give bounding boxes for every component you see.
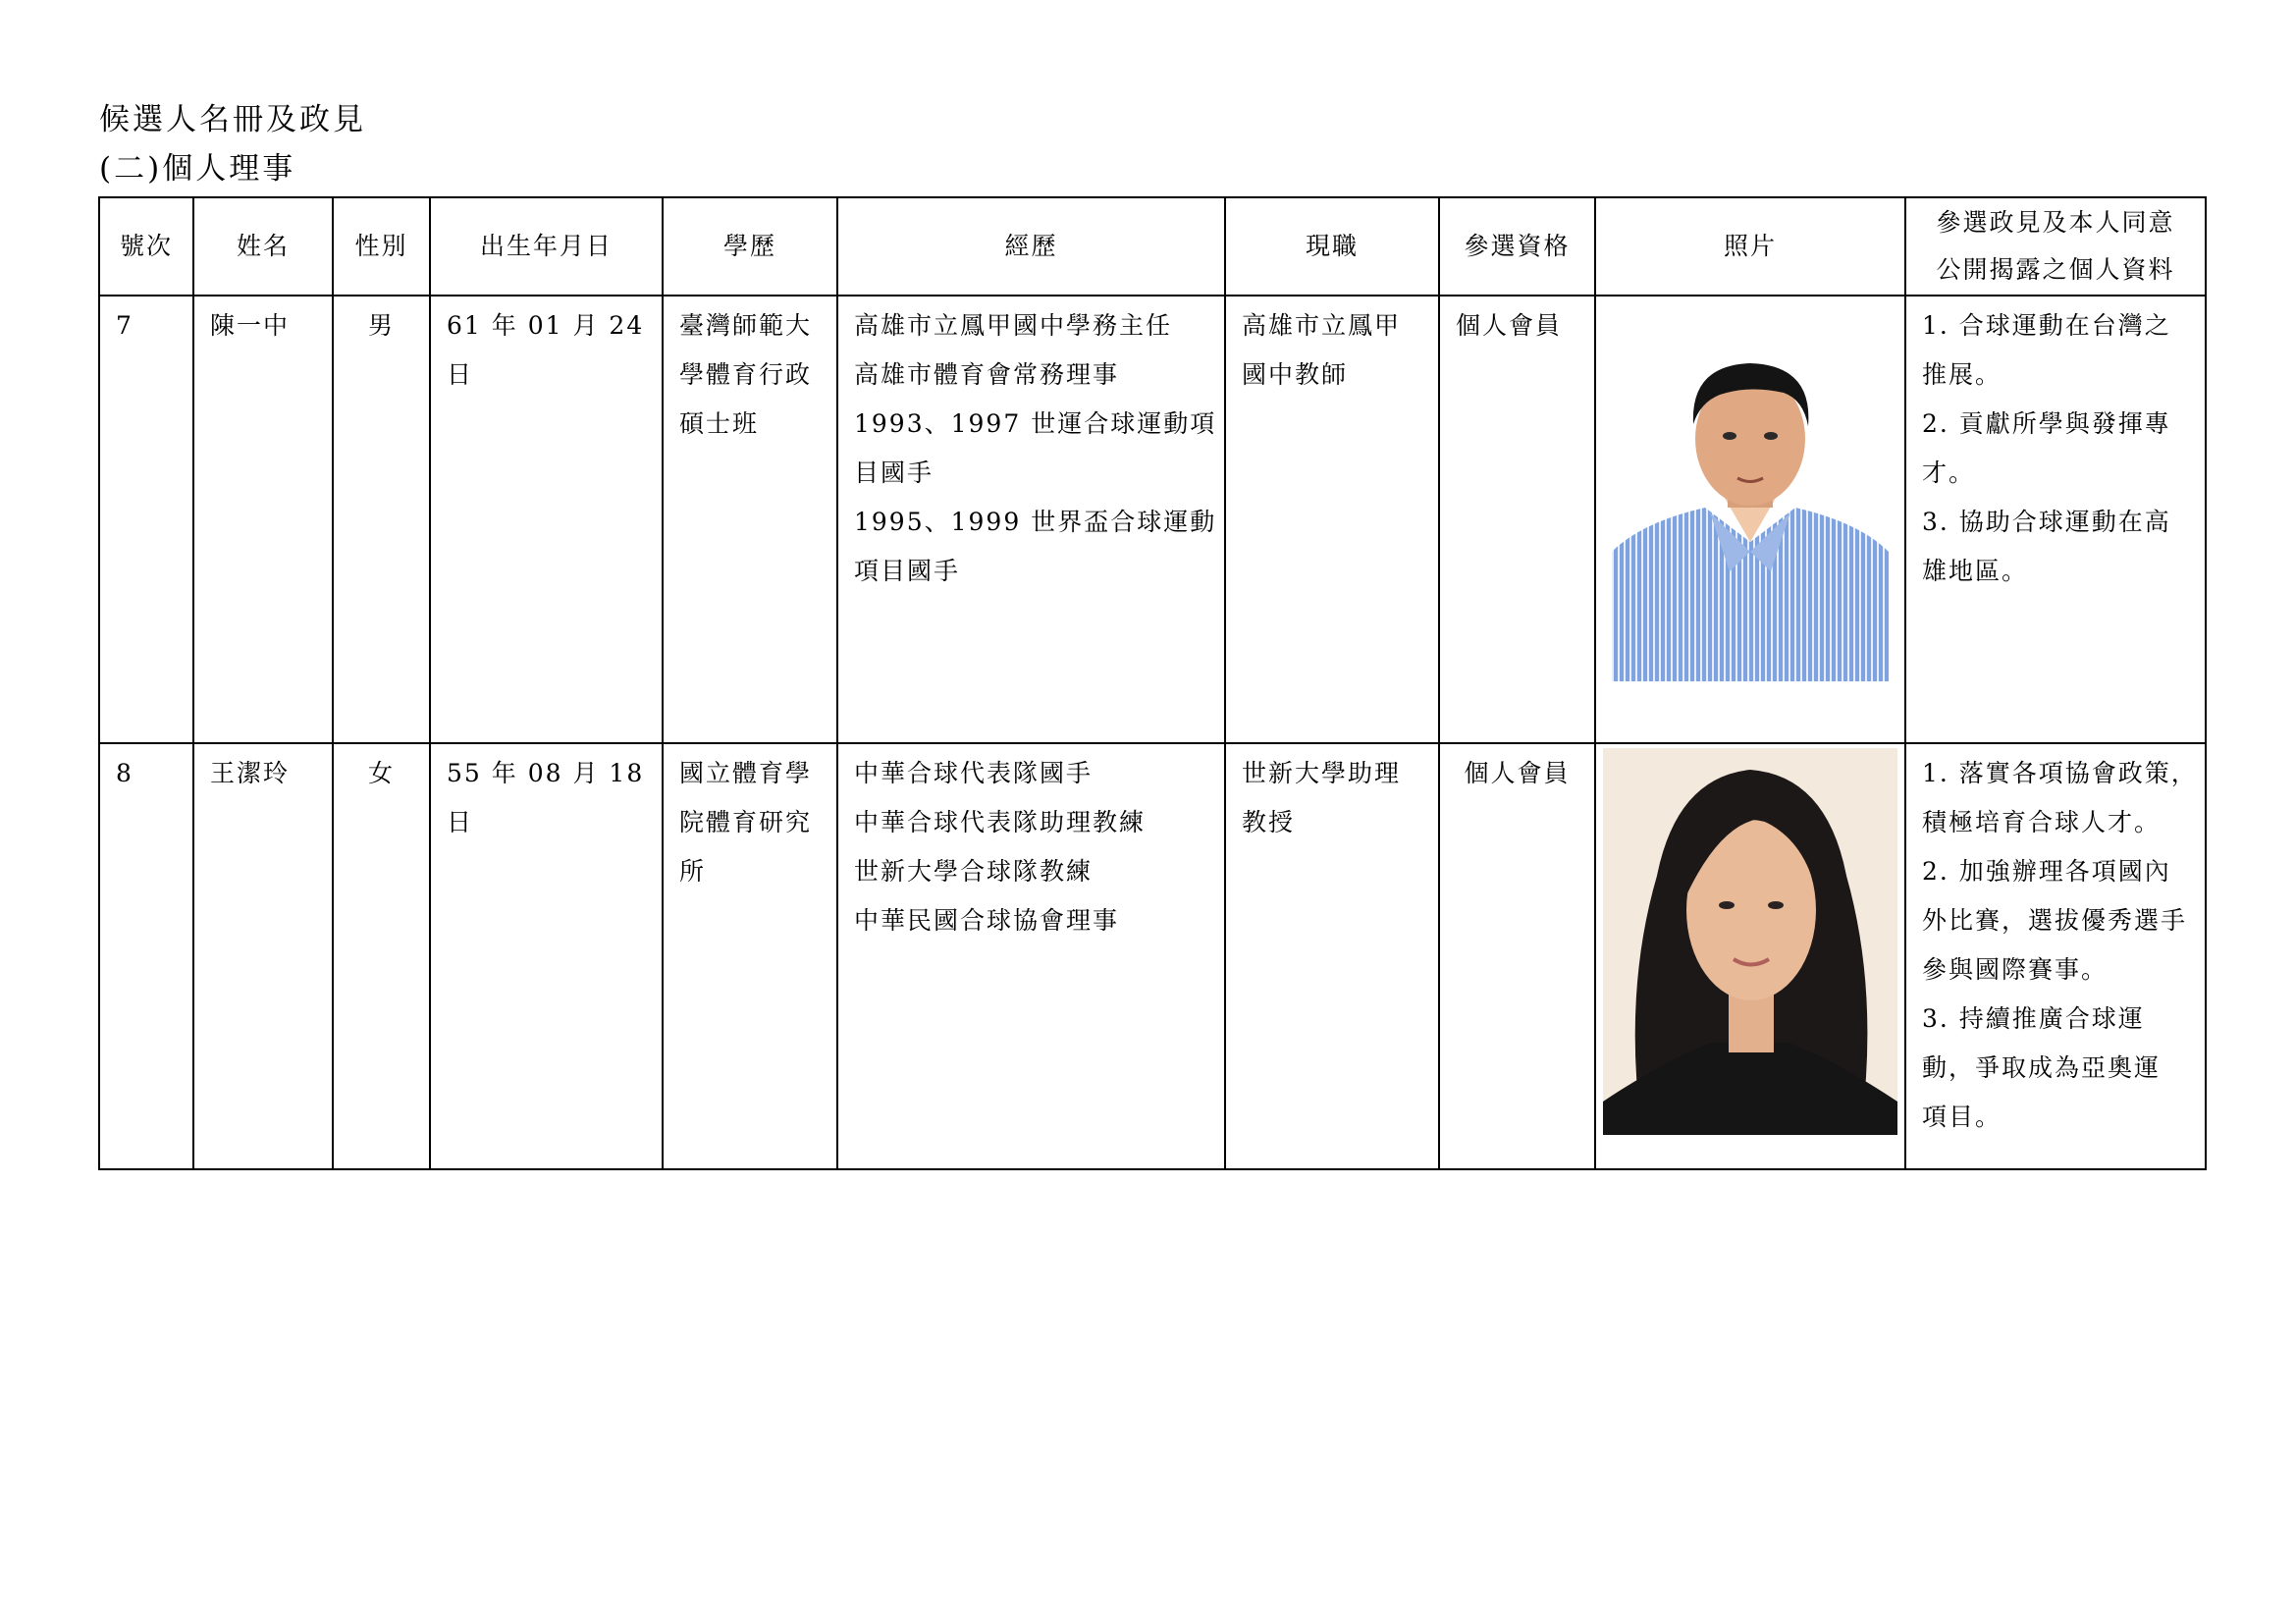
education-line: 國立體育學 [679, 759, 813, 787]
platform-line: 外比賽，選拔優秀選手 [1922, 906, 2188, 935]
cell-current-position [1225, 743, 1439, 1169]
cell-gender: 男 [333, 296, 430, 743]
cell-experience [837, 296, 1225, 743]
header-platform-line: 公開揭露之個人資料 [1936, 255, 2175, 284]
position-line: 高雄市立鳳甲 [1242, 311, 1402, 340]
candidate-table [98, 196, 2207, 1170]
cell-birthdate: 55 年 08 月 18 日 [430, 743, 663, 1169]
cell-name: 陳一中 [193, 296, 333, 743]
platform-line: 2. 加強辦理各項國內 [1922, 857, 2171, 886]
cell-experience [837, 743, 1225, 1169]
position-line: 國中教師 [1242, 360, 1349, 389]
cell-gender: 女 [333, 743, 430, 1169]
education-line: 學體育行政 [679, 360, 813, 389]
experience-line: 項目國手 [854, 557, 961, 585]
header-number: 號次 [99, 197, 193, 296]
platform-line: 3. 持續推廣合球運 [1922, 1004, 2145, 1033]
cell-birthdate: 61 年 01 月 24 日 [430, 296, 663, 743]
cell-platform [1905, 296, 2206, 743]
header-education: 學歷 [663, 197, 837, 296]
header-current-position: 現職 [1225, 197, 1439, 296]
platform-line: 動，爭取成為亞奧運 [1922, 1053, 2162, 1082]
platform-line: 2. 貢獻所學與發揮專 [1922, 409, 2171, 438]
cell-photo [1595, 296, 1905, 743]
cell-number: 7 [99, 296, 193, 743]
experience-line: 中華民國合球協會理事 [854, 906, 1120, 935]
candidate-photo [1603, 748, 1897, 1135]
cell-education [663, 743, 837, 1169]
cell-current-position [1225, 296, 1439, 743]
experience-line: 中華合球代表隊助理教練 [854, 808, 1147, 836]
experience-line: 目國手 [854, 458, 934, 487]
experience-line: 1995、1999 世界盃合球運動 [854, 508, 1217, 536]
education-line: 院體育研究 [679, 808, 813, 836]
platform-line: 1. 合球運動在台灣之 [1922, 311, 2171, 340]
platform-line: 參與國際賽事。 [1922, 955, 2109, 984]
experience-line: 高雄市體育會常務理事 [854, 360, 1120, 389]
cell-qualification: 個人會員 [1439, 743, 1595, 1169]
header-birthdate: 出生年月日 [430, 197, 663, 296]
platform-line: 雄地區。 [1922, 557, 2029, 585]
cell-qualification: 個人會員 [1439, 296, 1595, 743]
header-photo: 照片 [1595, 197, 1905, 296]
position-line: 教授 [1242, 808, 1296, 836]
education-line: 臺灣師範大 [679, 311, 813, 340]
candidate-photo [1612, 346, 1889, 681]
table-row [99, 296, 2206, 743]
table-header-row [99, 197, 2206, 296]
experience-line: 1993、1997 世運合球運動項 [854, 409, 1217, 438]
platform-line: 3. 協助合球運動在高 [1922, 508, 2171, 536]
header-experience: 經歷 [837, 197, 1225, 296]
cell-name: 王潔玲 [193, 743, 333, 1169]
header-qualification: 參選資格 [1439, 197, 1595, 296]
header-gender: 性別 [333, 197, 430, 296]
position-line: 世新大學助理 [1242, 759, 1402, 787]
platform-line: 才。 [1922, 458, 1976, 487]
platform-line: 1. 落實各項協會政策， [1922, 759, 2198, 787]
experience-line: 高雄市立鳳甲國中學務主任 [854, 311, 1173, 340]
header-platform-line: 參選政見及本人同意 [1936, 208, 2175, 237]
cell-education [663, 296, 837, 743]
cell-photo [1595, 743, 1905, 1169]
table-row [99, 743, 2206, 1169]
header-platform [1905, 197, 2206, 296]
education-line: 所 [679, 857, 707, 886]
platform-line: 積極培育合球人才。 [1922, 808, 2162, 836]
experience-line: 中華合球代表隊國手 [854, 759, 1094, 787]
experience-line: 世新大學合球隊教練 [854, 857, 1094, 886]
education-line: 碩士班 [679, 409, 760, 438]
platform-line: 推展。 [1922, 360, 2002, 389]
section-subtitle: (二)個人理事 [99, 151, 296, 187]
cell-platform [1905, 743, 2206, 1169]
document-title: 候選人名冊及政見 [99, 102, 366, 137]
platform-line: 項目。 [1922, 1103, 2002, 1131]
header-name: 姓名 [193, 197, 333, 296]
cell-number: 8 [99, 743, 193, 1169]
